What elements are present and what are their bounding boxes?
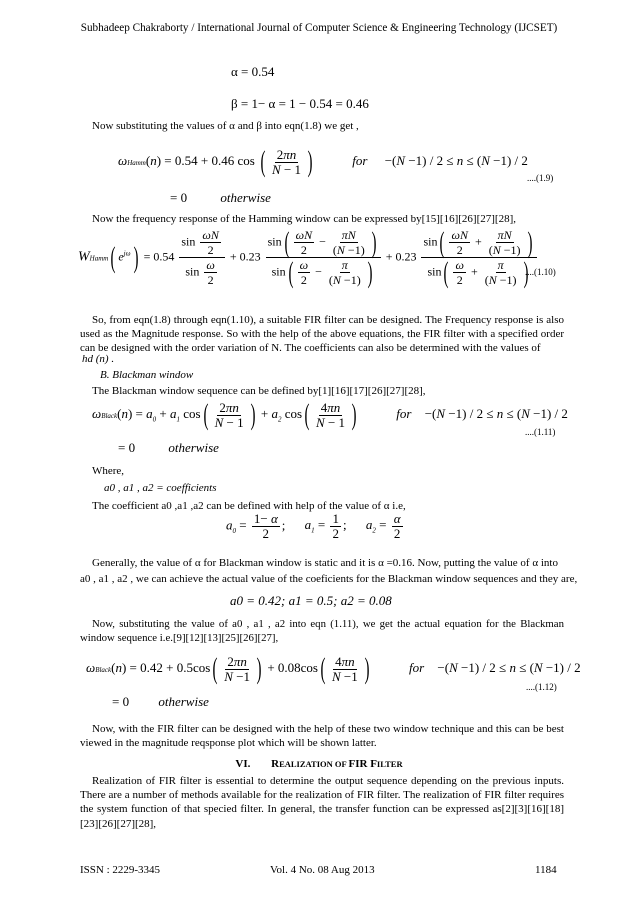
footer-volume: Vol. 4 No. 08 Aug 2013 [270, 864, 375, 876]
equation-beta: β = 1− α = 1 − 0.54 = 0.46 [231, 96, 369, 111]
paragraph-substitute: Now substituting the values of α and β into eqn(1.8) we get , [92, 120, 359, 132]
equation-number-1-11: ....(1.11) [525, 427, 556, 437]
paragraph-freq-response: Now the frequency response of the Hamming window can be expressed by[15][16][26][27][28], [92, 213, 516, 225]
equation-1-9: ωHamm(n) = 0.54 + 0.46 cos ( $\frac{2\pi n}{N - 1}$ ) for −(N −1) / 2 ≤ n ≤ (N −1) / 2 [118, 145, 528, 178]
equation-coefficient-values: a0 = 0.42; a1 = 0.5; a2 = 0.08 [230, 593, 392, 608]
equation-coefficient-formulas: $a_0$ = $\frac{1- \alpha}{2}$ ; $a_1$ = $\frac{1}{2}$ ; $a_2$ = $\frac{\alpha}{2}$ [226, 511, 401, 541]
equation-number-1-10: ....(1.10) [525, 267, 556, 277]
equation-1-11: ωBlack(n) = $a_0 + a_1$ cos( $\frac{2\pi n}{N - 1}$ ) + $a_2$ cos( $\frac{4\pi n}{N - 1}$ ) for −(N −1) / 2 ≤ n ≤ (N −1) / 2 [92, 398, 568, 431]
equation-1-12-otherwise: = 0 otherwise [112, 694, 209, 709]
paragraph-generally: Generally, the value of α for Blackman window is static and it is α =0.16. Now, putting the value of α into [92, 557, 558, 569]
equation-number-1-9: ....(1.9) [527, 173, 554, 183]
hd-n: hd (n) . [82, 353, 115, 365]
equation-1-12: ωBlack(n) = 0.42 + 0.5cos( $\frac{2\pi n}{N -1}$ ) + 0.08cos( $\frac{4\pi n}{N -1}$ ) for −(N −1) / 2 ≤ n ≤ (N −1) / 2 [86, 652, 581, 685]
coefficients-definition: a0 , a1 , a2 = coefficients [104, 482, 217, 494]
section-title-initial: R [271, 758, 280, 770]
section-title-fir: FIR F [348, 758, 377, 770]
subsection-heading-blackman: B. Blackman window [100, 369, 194, 381]
section-title-end: ILTER [376, 759, 403, 769]
label-where: Where, [92, 465, 125, 477]
section-number: VI. [235, 758, 251, 770]
section-title-middle: EALIZATION OF [279, 759, 349, 769]
section-heading-realization [0, 758, 638, 770]
paragraph-so-from: So, from eqn(1.8) through eqn(1.10), a suitable FIR filter can be designed. The Frequency response is also used as the Magnitude response. So with the help of the above equations, the FIR filter with a specified order can be designed with the order variation of N. The coefficients can also be determined with the values of [80, 314, 564, 355]
equation-1-10: WHamm( $e^{j\omega}) = 0.54$ sin $\frac{\omega N}{2}$ sin $\frac{\omega}{2}$ + 0.23 sin( $\frac{\omega N}{2}$ − $\frac{\pi N}{(N -1)}$ ) sin( $\frac{\omega}{2}$ − $\frac{\pi}{(N -1)}$ ) + 0.23 sin( $\frac{\omega N}{2}$ + $\frac{\pi N}{(N -1)}$ ) sin( $\frac{\omega}{2}$ + $\frac{\pi}{(N -1)}$ ) [78, 228, 539, 287]
paragraph-blackman-intro: The Blackman window sequence can be defined by[1][16][17][26][27][28], [92, 385, 426, 397]
equation-alpha: α = 0.54 [231, 64, 275, 79]
footer-page-number: 1184 [535, 864, 557, 876]
paragraph-generally-continued: a0 , a1 , a2 , we can achieve the actual value of the coeficients for the Blackman window sequences and they are, [80, 573, 578, 585]
footer-issn: ISSN : 2229-3345 [80, 864, 161, 876]
paragraph-coefficient: The coefficient a0 ,a1 ,a2 can be defined with help of the value of α i.e, [92, 500, 406, 512]
equation-number-1-12: ....(1.12) [526, 682, 557, 692]
running-header: Subhadeep Chakraborty / International Journal of Computer Science & Engineering Technology (IJCSET) [80, 22, 558, 34]
paragraph-now-fir: Now, with the FIR filter can be designed with the help of these two window technique and this can be best viewed in the magnitude reqsponse plot which will be shown latter. [80, 723, 564, 750]
paragraph-now-substituting: Now, substituting the value of a0 , a1 , a2 into eqn (1.11), we get the actual equation for the Blackman window sequence i.e.[9][12][13][25][26][27], [80, 618, 564, 645]
paragraph-realization: Realization of FIR filter is essential to determine the output sequence depending on the previous inputs. There are a number of methods available for the realization of FIR filter. The realization of FIR filter requires the system function of that specied filter. In general, the transfer function can be expressed as[2][3][16][18][23][26][27][28], [80, 775, 564, 830]
equation-1-11-otherwise: = 0 otherwise [118, 440, 219, 455]
equation-1-9-otherwise: = 0 otherwise [170, 190, 271, 205]
